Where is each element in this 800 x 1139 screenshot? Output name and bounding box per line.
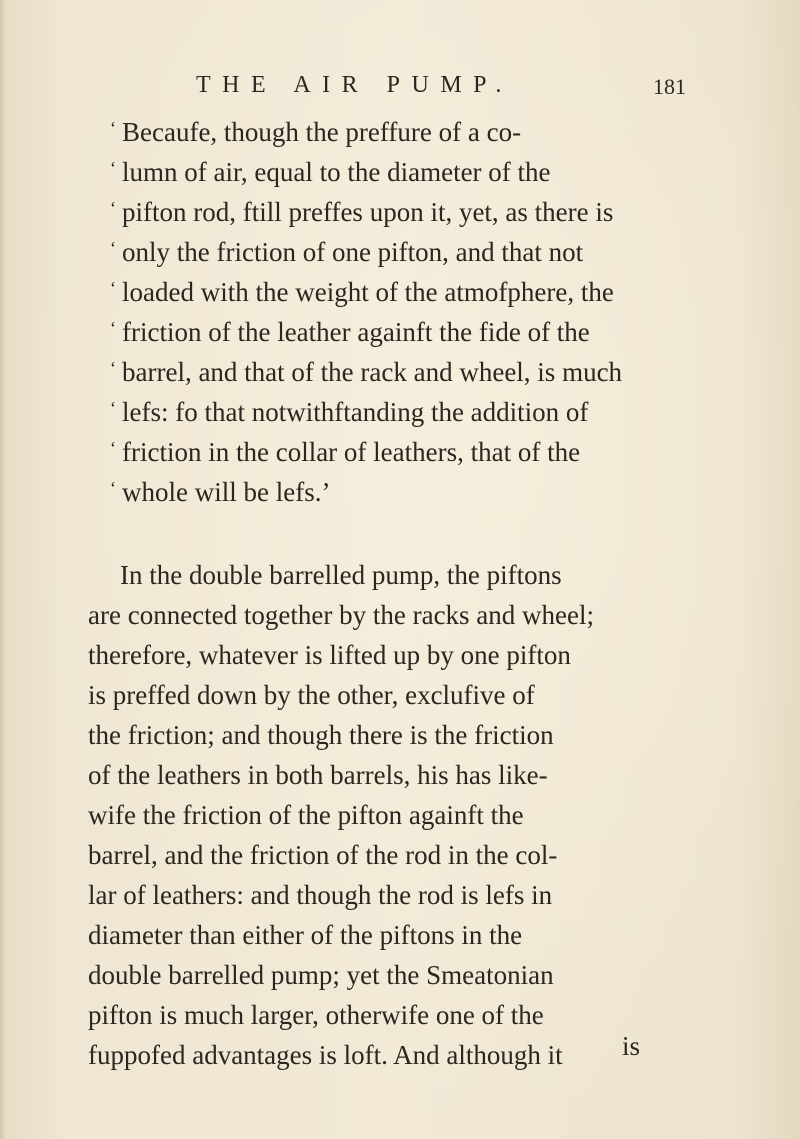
quoted-line: ‘ loaded with the weight of the atmofphere, the <box>88 272 690 312</box>
quoted-line: ‘ whole will be lefs.’ <box>88 472 690 512</box>
quoted-line: ‘ lefs: fo that notwithftanding the addition of <box>88 392 690 432</box>
paragraph-line: therefore, whatever is lifted up by one pifton <box>88 640 571 670</box>
quoted-line: ‘ lumn of air, equal to the diameter of the <box>88 152 690 192</box>
quoted-line: ‘ friction of the leather againft the fide of the <box>88 312 690 352</box>
paragraph-line: pifton is much larger, otherwife one of the <box>88 1000 544 1030</box>
paragraph-line: barrel, and the friction of the rod in the col- <box>88 840 558 870</box>
catchword: is <box>622 1031 641 1061</box>
quoted-line: ‘ Becaufe, though the preffure of a co- <box>88 112 690 152</box>
paragraph-line: In the double barrelled pump, the piftons <box>120 560 562 590</box>
quoted-line: ‘ pifton rod, ftill preffes upon it, yet, as there is <box>88 192 690 232</box>
paragraph-gap <box>88 512 690 555</box>
paragraph-line: is preffed down by the other, exclufive of <box>88 680 535 710</box>
running-head-title: THE AIR PUMP. <box>196 72 513 98</box>
paragraph-line: wife the friction of the pifton againft the <box>88 800 524 830</box>
quoted-line: ‘ barrel, and that of the rack and wheel, is much <box>88 352 690 392</box>
running-head <box>196 72 686 106</box>
paragraph-line: of the leathers in both barrels, his has like- <box>88 760 548 790</box>
paragraph-line: double barrelled pump; yet the Smeatonian <box>88 960 554 990</box>
quoted-line: ‘ friction in the collar of leathers, that of the <box>88 432 690 472</box>
page-gutter <box>0 0 6 1139</box>
quoted-line: ‘ only the friction of one pifton, and that not <box>88 232 690 272</box>
body-text <box>88 112 690 1075</box>
paragraph-line: the friction; and though there is the friction <box>88 720 554 750</box>
page-number: 181 <box>653 74 686 99</box>
paragraph-line: lar of leathers: and though the rod is lefs in <box>88 880 553 910</box>
paragraph-line: fuppofed advantages is loft. And although it <box>88 1040 563 1070</box>
paragraph-line: are connected together by the racks and wheel; <box>88 600 595 630</box>
paragraph-line: diameter than either of the piftons in the <box>88 920 523 950</box>
